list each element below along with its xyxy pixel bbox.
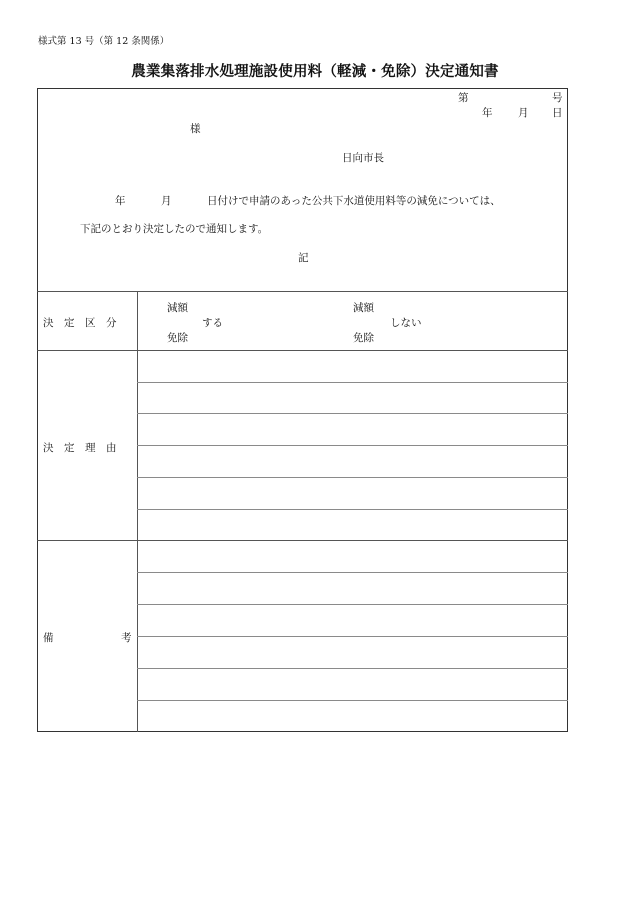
reason-ruled-line <box>137 445 568 446</box>
number-suffix: 号 <box>552 92 563 104</box>
option-apply: する <box>202 317 223 329</box>
reason-row-divider <box>37 540 568 541</box>
decision-row-divider <box>37 350 568 351</box>
remarks-ruled-line <box>137 604 568 605</box>
reason-ruled-line <box>137 382 568 383</box>
option-apply-exemption: 免除 <box>167 332 188 344</box>
decision-reason-label: 決 定 理 由 <box>43 442 117 454</box>
document-title: 農業集落排水処理施設使用料（軽減・免除）決定通知書 <box>131 63 499 80</box>
body-date-year: 年 <box>115 195 126 207</box>
body-line-2: 下記のとおり決定したので通知します。 <box>80 223 269 235</box>
decision-category-label: 決 定 区 分 <box>43 317 117 329</box>
option-reject-exemption: 免除 <box>353 332 374 344</box>
remarks-ruled-line <box>137 572 568 573</box>
number-prefix: 第 <box>458 92 469 104</box>
option-reject: しない <box>390 317 422 329</box>
reason-ruled-line <box>137 509 568 510</box>
option-reject-reduction: 減額 <box>353 302 374 314</box>
issuer-name: 日向市長 <box>342 152 384 164</box>
option-apply-reduction: 減額 <box>167 302 188 314</box>
body-date-month: 月 <box>161 195 172 207</box>
form-number-label: 様式第 13 号（第 12 条関係） <box>38 36 170 47</box>
reason-ruled-line <box>137 477 568 478</box>
date-month-label: 月 <box>518 107 529 119</box>
label-column-divider <box>137 291 138 732</box>
remarks-ruled-line <box>137 636 568 637</box>
remarks-label-left: 備 <box>43 632 54 644</box>
ki-heading: 記 <box>298 252 309 264</box>
addressee-suffix: 様 <box>190 123 201 135</box>
body-line-1: 日付けで申請のあった公共下水道使用料等の減免については、 <box>207 195 501 207</box>
remarks-ruled-line <box>137 668 568 669</box>
remarks-ruled-line <box>137 700 568 701</box>
date-day-label: 日 <box>552 107 563 119</box>
reason-ruled-line <box>137 413 568 414</box>
table-top-border <box>37 291 568 292</box>
remarks-label-right: 考 <box>121 632 132 644</box>
date-year-label: 年 <box>482 107 493 119</box>
